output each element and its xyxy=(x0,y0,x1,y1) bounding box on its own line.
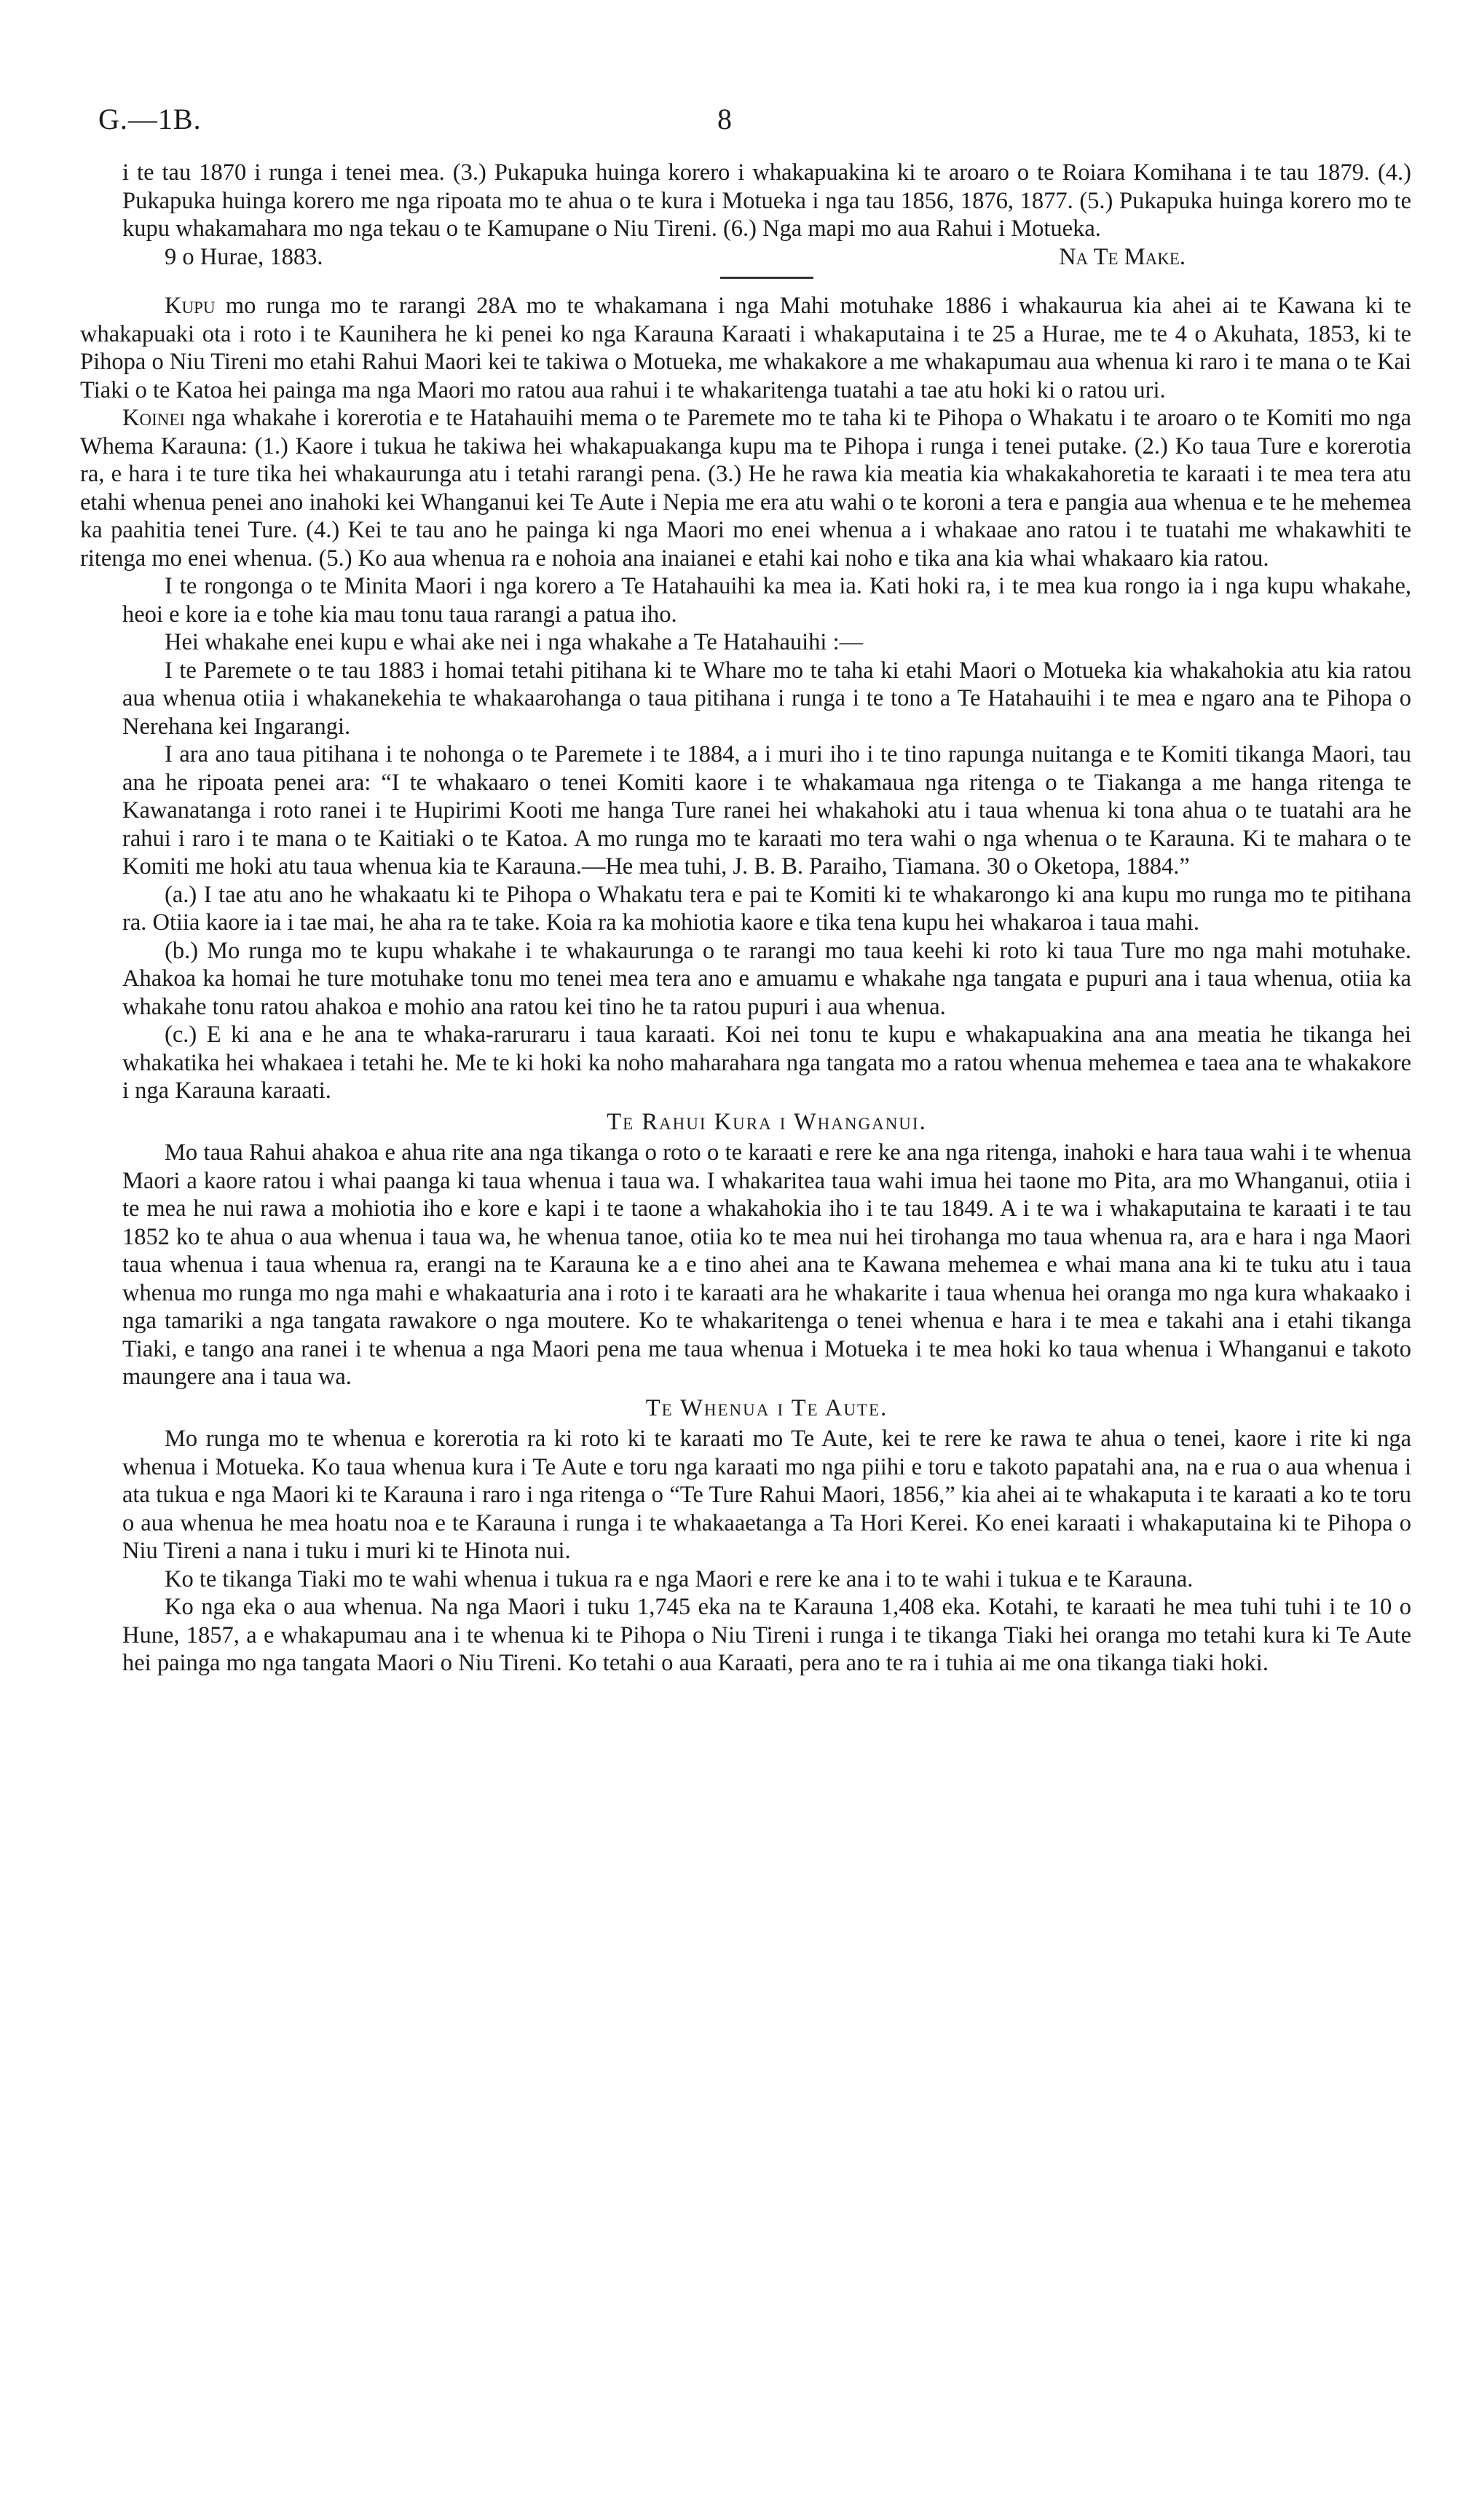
letter-date: 9 o Hurae, 1883. xyxy=(165,243,323,270)
kupu-text: mo runga mo te rarangi 28A mo te whakamana i nga Mahi motuhake 1886 i whakaurua kia ahei ai te Kawana ki te whakapuaki ota i roto i te Kaunihera he ki penei ko nga Karauna Karaati i whakaputaina i te 25 a Hurae, me te 4 o Akuhata, 1853, ki te Pihopa o Niu Tireni mo etahi Rahui Maori kei te takiwa o Motueka, me whakakore a me whakapumau aua whenua ki raro i te mana o te Kai Tiaki o te Katoa hei painga ma nga Maori mo ratou aua rahui i te whakaritenga tuatahi a tae atu hoki ki o ratou uri. xyxy=(80,293,1412,403)
koinei-paragraph xyxy=(80,404,1411,572)
koinei-text: nga whakahe i korerotia e te Hatahauihi mema o te Paremete mo te taha ki te Pihopa o Whakatu i te aroaro o te Komiti mo nga Whema Karauna: (1.) Kaore i tukua he takiwa hei whakapuakanga kupu ma te Pihopa i runga i tenei putake. (2.) Ko taua Ture e korerotia ra, e hara i te ture tika hei whakaurunga atu i tetahi rarangi pena. (3.) He he rawa kia meatia kia whakakahoretia te karaati i te mea tera atu etahi whenua penei ano inahoki kei Whanganui kei Te Aute i Nepia me era atu wahi o te koroni a tera e pangia aua whenua e te he mehemea ka paahitia tenei Ture. (4.) Kei te tau ano he painga ki nga Maori mo enei whenua a i whakaae ano ratou i te tuatahi me whakawhiti te ritenga mo enei whenua. (5.) Ko aua whenua ra e nohoia ana inaianei e etahi kai noho e tika ana kia whai whakaaro kia ratou. xyxy=(80,405,1412,572)
paragraph: Ko te tikanga Tiaki mo te wahi whenua i tukua ra e nga Maori e rere ke ana i to te wahi i tukua e te Karauna. xyxy=(165,1565,1194,1592)
paragraph: Mo taua Rahui ahakoa e ahua rite ana nga tikanga o roto o te karaati e rere ke ana nga ritenga, inahoki e hara taua wahi i te whenua Maori a kaore ratou i whai paanga ki taua whenua i taua wa. I whakaritea taua wahi imua hei taone mo Pita, ara mo Whanganui, otiia i te mea he nui rawa a mohiotia iho e kore e kapi i te taone a whakahokia iho i te tau 1849. A i te wa i whakaputaina te karaati i te tau 1852 ko te ahua o aua whenua i taua wa, he whenua tanoe, otiia ko te mea nui hei tirohanga mo taua whenua ra, ara e hara i nga Maori taua whenua i taua whenua ra, erangi na te Karauna ke a e tino ahei ana te Kawana mehemea e whai mana ana ki te tuku atu i taua whenua mo runga mo nga mahi e whakaaturia ana i roto i te karaati ara he whakarite i taua whenua hei oranga mo nga kura whakaako i nga tamariki a nga tangata rawakore o nga moutere. Ko te whakaritenga o tenei whenua e hara i te mea e takahi ana i etahi tikanga Tiaki, e tango ana ranei i te whenua a nga Maori pena me taua whenua i Motueka i te mea hoki ko taua whenua i Whanganui e takoto maungere ana i taua wa. xyxy=(122,1139,1411,1390)
paragraph: Ko nga eka o aua whenua. Na nga Maori i tuku 1,745 eka na te Karauna 1,408 eka. Kotahi, te karaati he mea tuhi tuhi i te 10 o Hune, 1857, a e whakapumau ana i te whenua ki te Pihopa o Niu Tireni i runga i te tikanga Tiaki hei oranga mo tetahi kura ki Te Aute hei painga mo nga tangata Maori o Niu Tireni. Ko tetahi o aua Karaati, pera ano te ra i tuhia ai me ona tikanga tiaki hoki. xyxy=(122,1594,1411,1676)
paragraph: I te Paremete o te tau 1883 i homai tetahi pitihana ki te Whare mo te taha ki etahi Maori o Motueka kia whakahokia atu kia ratou aua whenua otiia i whakanekehia te whakaarohanga o taua pitihana i runga i te tono a Te Hatahauihi i te mea e ngaro ana te Pihopa o Nerehana kei Ingarangi. xyxy=(122,657,1411,740)
paragraph: (b.) Mo runga mo te kupu whakahe i te whakaurunga o te rarangi mo taua keehi ki roto ki taua Ture mo nga mahi motuhake. Ahakoa ka homai he ture motuhake tonu mo tenei mea tera ano e amuamu e whakahe nga tangata e pupuri ana i taua whenua, otiia ka whakahe tonu ratou ahakoa e mohio ana ratou kei tino he ta ratou pupuri i aua whenua. xyxy=(122,937,1411,1020)
signature-line xyxy=(122,243,1411,272)
paragraph: Mo runga mo te whenua e korerotia ra ki roto ki te karaati mo Te Aute, kei te rere ke rawa te ahua o tenei, kaore i rite ki nga whenua i Motueka. Ko taua whenua kura i Te Aute e toru nga karaati mo nga piihi e toru e takoto papatahi ana, na e rua o aua whenua i ata tukua e nga Maori ki te Karauna i raro i nga ritenga o “Te Ture Rahui Maori, 1856,” kia ahei ai te whakaputa i te karaati a ko te toru o aua whenua he mea hoatu noa e te Karauna i runga i te whakaaetanga a Ta Hori Kerei. Ko enei karaati i whakaputaina ki te Pihopa o Niu Tireni a nana i tuku i muri ki te Hinota nui. xyxy=(122,1426,1411,1564)
section-divider xyxy=(720,277,813,279)
section-heading-te-aute: Te Whenua i Te Aute. xyxy=(645,1394,888,1421)
paragraph: I te rongonga o te Minita Maori i nga korero a Te Hatahauihi ka mea ia. Kati hoki ra, i te mea kua rongo ia i nga kupu whakahe, heoi e kore ia e tohe kia mau tonu taua rarangi a patua iho. xyxy=(122,573,1411,628)
body-column xyxy=(80,159,1412,1678)
page-number: 8 xyxy=(717,103,732,135)
paragraph: (c.) E ki ana e he ana te whaka-raruraru i taua karaati. Koi nei tonu te kupu e whakapuakina ana ana meatia he tikanga hei whakatika hei whakaea i tetahi he. Me te ki hoki ka noho maharahara nga tangata mo a ratou whenua mehemea e taea ana te whakakore i nga Karauna karaati. xyxy=(122,1022,1411,1104)
paragraph: Hei whakahe enei kupu e whai ake nei i nga whakahe a Te Hatahauihi :— xyxy=(165,629,864,655)
section-heading-whanganui: Te Rahui Kura i Whanganui. xyxy=(607,1108,927,1135)
document-code: G.—1B. xyxy=(98,103,202,135)
kupu-paragraph xyxy=(80,292,1411,404)
signature: Na Te Make. xyxy=(1059,243,1186,270)
intro-paragraph: i te tau 1870 i runga i tenei mea. (3.) Pukapuka huinga korero i whakapuakina ki te aroaro o te Roiara Komihana i te tau 1879. (4.) Pukapuka huinga korero me nga ripoata mo te ahua o te kura i Motueka i nga tau 1856, 1876, 1877. (5.) Pukapuka huinga korero mo te kupu whakamahara mo nga tekau o te Kamupane o Niu Tireni. (6.) Nga mapi mo aua Rahui i Motueka. xyxy=(122,159,1411,242)
koinei-lead: Koinei xyxy=(122,405,186,431)
paragraph: I ara ano taua pitihana i te nohonga o te Paremete i te 1884, a i muri iho i te tino rapunga nuitanga e te Komiti tikanga Maori, tau ana he ripoata penei ara: “I te whakaaro o tenei Komiti kaore i te whakamaua nga ritenga o te Tiakanga a me hanga ritenga te Kawanatanga i roto ranei i te Hupirimi Kooti me hanga Ture ranei hei whakahoki atu i taua whenua ki tona ahua o te tuatahi ara he rahui i raro i te mana o te Kaitiaki o te Katoa. A mo runga mo te karaati mo tera wahi o nga whenua o te Karauna. Ki te mahara o te Komiti me hoki atu taua whenua kia te Karauna.—He mea tuhi, J. B. B. Paraiho, Tiamana. 30 o Oketopa, 1884.” xyxy=(122,741,1411,880)
paragraph: (a.) I tae atu ano he whakaatu ki te Pihopa o Whakatu tera e pai te Komiti ki te whakarongo ki ana kupu mo runga mo te pitihana ra. Otiia kaore ia i tae mai, he aha ra te take. Koia ra ka mohiotia kaore e tika tena kupu hei whakaroa i taua mahi. xyxy=(122,881,1411,936)
kupu-lead: Kupu xyxy=(165,293,216,319)
